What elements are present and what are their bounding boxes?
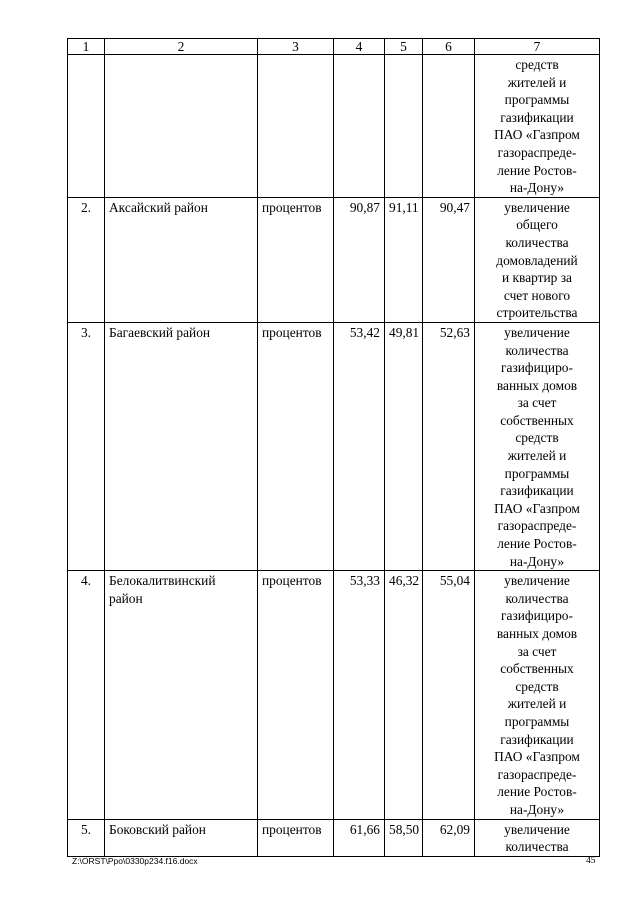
note-cell (475, 571, 600, 819)
value-col5: 46,32 (385, 571, 423, 819)
continuation-row (68, 55, 600, 198)
footer-page-number: 45 (586, 856, 596, 866)
note-line: жителей и (507, 696, 567, 712)
empty-cell (334, 55, 385, 198)
value-col4: 53,42 (334, 322, 385, 570)
unit-cell: процентов (258, 322, 334, 570)
note-line: средств (515, 57, 559, 72)
header-cell-5: 5 (385, 39, 423, 55)
value-col4: 53,33 (334, 571, 385, 819)
row-number: 5. (68, 819, 105, 856)
empty-cell (385, 55, 423, 198)
note-cell (475, 322, 600, 570)
name-line: Багаевский район (109, 324, 211, 340)
unit-cell: процентов (258, 819, 334, 856)
value-col6: 90,47 (423, 197, 475, 322)
note-line: средств (515, 430, 559, 446)
value-col5: 49,81 (385, 322, 423, 570)
header-row (68, 39, 600, 55)
note-line: за счет (517, 643, 557, 659)
note-line: ПАО «Газпром (494, 500, 580, 516)
note-line: газифициро- (501, 608, 573, 624)
value-col4: 61,66 (334, 819, 385, 856)
district-name (105, 322, 258, 570)
district-name (105, 819, 258, 856)
note-line: ление Ростов- (497, 536, 577, 552)
note-line: газораспреде- (497, 144, 577, 160)
note-line: средств (515, 678, 559, 694)
note-line: программы (504, 92, 570, 108)
note-line: ванных домов (496, 377, 578, 393)
header-cell-1: 1 (68, 39, 105, 55)
value-col5: 58,50 (385, 819, 423, 856)
row-number: 2. (68, 197, 105, 322)
empty-cell (68, 55, 105, 198)
note-cell (475, 197, 600, 322)
unit-cell: процентов (258, 197, 334, 322)
name-line: район (109, 590, 143, 606)
note-line: увеличение (504, 573, 570, 589)
table-body (68, 39, 600, 857)
header-cell-2: 2 (105, 39, 258, 55)
note-line: строительства (496, 305, 578, 321)
note-line: газификации (500, 483, 574, 499)
note-line: ПАО «Газпром (494, 127, 580, 143)
note-line: ванных домов (496, 626, 578, 641)
note-line: увеличение (504, 821, 570, 837)
empty-cell (258, 55, 334, 198)
note-line: увеличение (504, 324, 570, 340)
note-line: счет нового (503, 287, 571, 303)
note-line: ПАО «Газпром (494, 749, 580, 765)
table-row (68, 322, 600, 570)
district-name (105, 197, 258, 322)
note-line: программы (504, 465, 570, 481)
value-col6: 62,09 (423, 819, 475, 856)
note-line: домовладений (496, 252, 578, 268)
footer-file-path: Z:\ORST\Ppo\0330p234.f16.docx (72, 856, 198, 866)
note-line: на-Дону» (509, 553, 565, 569)
note-line: жителей и (507, 74, 567, 90)
continuation-note-cell (475, 55, 600, 198)
empty-cell (105, 55, 258, 198)
note-line: общего (516, 217, 558, 233)
note-line: ление Ростов- (497, 162, 577, 178)
value-col6: 55,04 (423, 571, 475, 819)
note-line: количества (505, 590, 569, 606)
note-line: газифициро- (501, 360, 573, 376)
note-line: на-Дону» (509, 180, 565, 196)
header-cell-3: 3 (258, 39, 334, 55)
header-cell-4: 4 (334, 39, 385, 55)
note-line: газификации (500, 731, 574, 747)
note-cell (475, 819, 600, 856)
name-line: Боковский район (109, 821, 206, 837)
note-line: газораспреде- (497, 766, 577, 782)
note-line: и квартир за (502, 270, 572, 286)
note-line: жителей и (507, 448, 567, 464)
table-row (68, 819, 600, 856)
empty-cell (423, 55, 475, 198)
data-table (67, 38, 600, 857)
note-line: ление Ростов- (497, 784, 577, 800)
header-cell-7: 7 (475, 39, 600, 55)
header-cell-6: 6 (423, 39, 475, 55)
table-row (68, 197, 600, 322)
table-row (68, 571, 600, 819)
note-line: количества (505, 342, 569, 358)
row-number: 4. (68, 571, 105, 819)
note-line: увеличение (504, 199, 570, 215)
note-line: газораспреде- (497, 518, 577, 534)
note-line: за счет (517, 395, 557, 411)
district-name (105, 571, 258, 819)
name-line: Аксайский район (109, 199, 208, 215)
value-col5: 91,11 (385, 197, 423, 322)
note-line: количества (505, 234, 569, 250)
note-line: программы (504, 713, 570, 729)
note-line: газификации (500, 109, 574, 125)
note-line: собственных (500, 412, 574, 428)
value-col4: 90,87 (334, 197, 385, 322)
row-number: 3. (68, 322, 105, 570)
note-line: на-Дону» (509, 801, 565, 817)
name-line: Белокалитвинский (109, 573, 216, 589)
value-col6: 52,63 (423, 322, 475, 570)
unit-cell: процентов (258, 571, 334, 819)
note-line: собственных (500, 661, 574, 677)
note-line: количества (505, 839, 569, 855)
